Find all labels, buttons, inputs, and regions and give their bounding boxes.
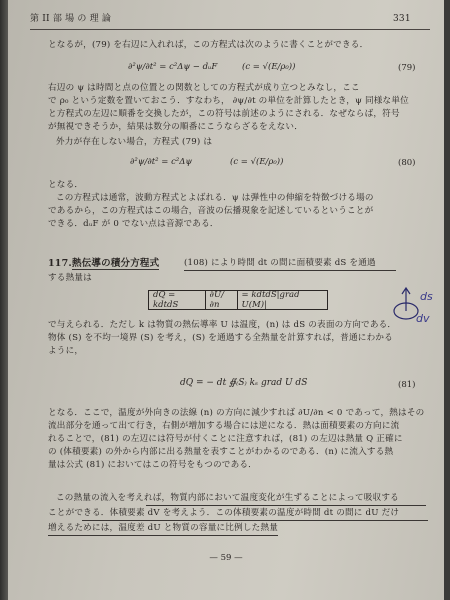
page-footer-number: — 59 — bbox=[209, 553, 243, 563]
text-line: れることで，(81) の左辺には符号が付くことに注意すれば，(81) の左辺は熱量 Q 正確に bbox=[48, 434, 403, 444]
text-line: ことができる．体積要素 dV を考えよう．この体積要素の温度が時間 dt の間に dU だけ bbox=[48, 508, 400, 518]
text-line: 流出部分を通って出て行き，右側が増加する場合には逆になる．熱は面積要素の方向に流 bbox=[48, 421, 400, 431]
equation-80-condition: (c = √(E/ρ₀)) bbox=[230, 157, 284, 167]
equation-80: ∂²ψ/∂t² = c²Δψ bbox=[130, 157, 193, 167]
equation-79-condition: (c = √(E/ρ₀)) bbox=[242, 62, 296, 72]
formula-part: ∂U/∂n bbox=[206, 291, 238, 309]
book-binding-edge bbox=[0, 0, 8, 600]
equation-number-79: (79) bbox=[398, 63, 416, 73]
text-line: この熱量の流入を考えれば，物質内部において温度変化が生ずることによって吸収する bbox=[56, 493, 399, 503]
equation-number-80: (80) bbox=[398, 158, 416, 168]
text-line: 右辺の ψ は時間と点の位置との関数としての方程式が成り立つとみなし，ここ bbox=[48, 83, 360, 93]
pen-underline bbox=[48, 535, 278, 536]
text-line: 量は公式 (81) においてはこの符号をもつのである． bbox=[48, 460, 257, 470]
section-number: 117. bbox=[48, 258, 72, 269]
text-line: する熱量は bbox=[48, 273, 92, 283]
header-rule bbox=[30, 29, 430, 30]
equation-79: ∂²ψ/∂t² = c²Δψ − dᵤF bbox=[128, 62, 218, 72]
section-underline bbox=[184, 270, 396, 271]
text-line: 物体 (S) を不均一境界 (S) を考え，(S) を通過する全熱量を計算すれば，普通にわかる bbox=[48, 333, 393, 343]
text-line: で与えられる．ただし k は物質の熱伝導率 U は温度，(n) は dS の表面の方向である． bbox=[48, 320, 397, 330]
text-line: となる．ここで，温度が外向きの法線 (n) の方向に減少すれば ∂U/∂n < 0 であって，熱はその bbox=[48, 408, 425, 418]
equation-number-81: (81) bbox=[398, 380, 416, 390]
text-line: できる．dᵤF が 0 でない点は音源である． bbox=[48, 219, 219, 229]
text-line: ように， bbox=[48, 346, 84, 356]
handwritten-dv: dv bbox=[416, 312, 430, 325]
formula-part: dQ = kdtdS bbox=[149, 291, 206, 309]
text-line: 外力が存在しない場合，方程式 (79) は bbox=[56, 137, 213, 147]
running-header: 第 II 部 場 の 理 論 bbox=[30, 14, 112, 24]
text-line: となるが，(79) を右辺に入れれば，この方程式は次のように書くことができる． bbox=[48, 40, 369, 50]
text-line: が無視できそうか，結果は数分の順番にこうならざるをえない． bbox=[48, 122, 304, 132]
pen-underline bbox=[82, 520, 428, 521]
text-line: と方程式の左辺に順番を交換したが，この符号は前述のようにされる．なぜならば，符号 bbox=[48, 109, 400, 119]
section-title: 熱伝導の積分方程式 bbox=[72, 258, 160, 269]
pen-underline bbox=[146, 505, 426, 506]
text-line: であるから，この方程式はこの場合，音波の伝播現象を記述しているということが bbox=[48, 206, 374, 216]
text-line: となる． bbox=[48, 180, 84, 190]
text-line: の (体積要素) の外から内部に出る熱量を表すことがわかるのである．(n) に流入する熱 bbox=[48, 447, 394, 457]
equation-81: dQ = − dt ∯₍S₎ kₛ grad U dS bbox=[180, 378, 308, 388]
formula-part: = kdtdS|grad U(M)| bbox=[241, 290, 300, 310]
heat-flux-formula-box bbox=[148, 290, 328, 310]
book-page bbox=[8, 0, 444, 600]
page-number-top: 331 bbox=[393, 14, 411, 24]
section-intro: (108) により時間 dt の間に面積要素 dS を通過 bbox=[184, 258, 376, 268]
text-line: 増えるためには，温度差 dU と物質の容量に比例した熱量 bbox=[48, 523, 279, 533]
handwritten-ds: ds bbox=[420, 290, 433, 303]
text-line: この方程式は通常，波動方程式とよばれる．ψ は弾性中の伸縮を特徴づける場の bbox=[56, 193, 374, 203]
text-line: で ρ₀ という定数を置いておこう．すなわち， ∂ψ/∂t の単位を計算したとき，ψ 同様な単位 bbox=[48, 96, 409, 106]
